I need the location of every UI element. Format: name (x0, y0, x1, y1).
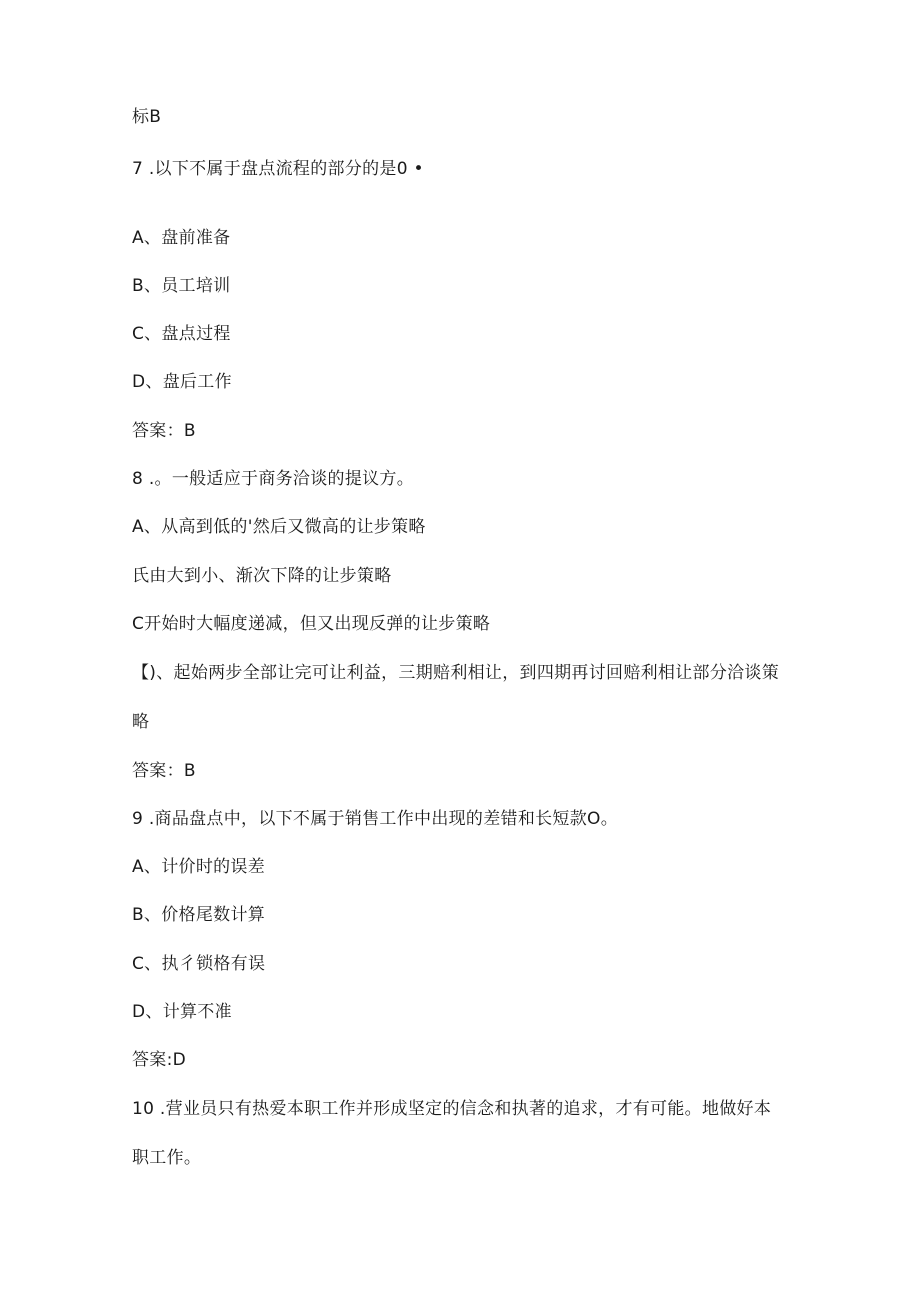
question-7: 7 .以下不属于盘点流程的部分的是0 • (132, 159, 424, 179)
q9-option-b: B、价格尾数计算 (132, 905, 266, 925)
q8-option-c: C开始时大幅度递减，但又出现反弹的让步策略 (132, 614, 491, 634)
q7-option-a: A、盘前准备 (132, 228, 231, 248)
question-8: 8 .。一般适应于商务洽谈的提议方。 (132, 469, 415, 489)
text-line-fragment: 标B (132, 107, 162, 127)
q9-option-a: A、计价时的误差 (132, 857, 266, 877)
question-10: 10 .营业员只有热爱本职工作并形成坚定的信念和执著的追求，才有可能。地做好本 (132, 1099, 772, 1119)
q8-option-d: 【)、起始两步全部让完可让利益，三期赔利相让，到四期再讨回赔利相让部分洽谈策 (132, 663, 780, 683)
q8-option-d-continued: 略 (132, 712, 150, 732)
q7-answer: 答案：B (132, 421, 196, 441)
q8-option-b: 氏由大到小、渐次下降的让步策略 (132, 566, 392, 586)
q7-option-c: C、盘点过程 (132, 324, 231, 344)
question-10-continued: 职工作。 (132, 1148, 202, 1168)
q9-answer: 答案:D (132, 1050, 187, 1070)
q8-option-a: A、从高到低的'然后又微高的让步策略 (132, 517, 426, 537)
q7-option-d: D、盘后工作 (132, 372, 232, 392)
q9-option-c: C、执彳锁格有误 (132, 954, 266, 974)
q7-option-b: B、员工培训 (132, 276, 231, 296)
q9-option-d: D、计算不准 (132, 1002, 232, 1022)
question-9: 9 .商品盘点中，以下不属于销售工作中出现的差错和长短款O。 (132, 809, 619, 829)
q8-answer: 答案：B (132, 761, 196, 781)
